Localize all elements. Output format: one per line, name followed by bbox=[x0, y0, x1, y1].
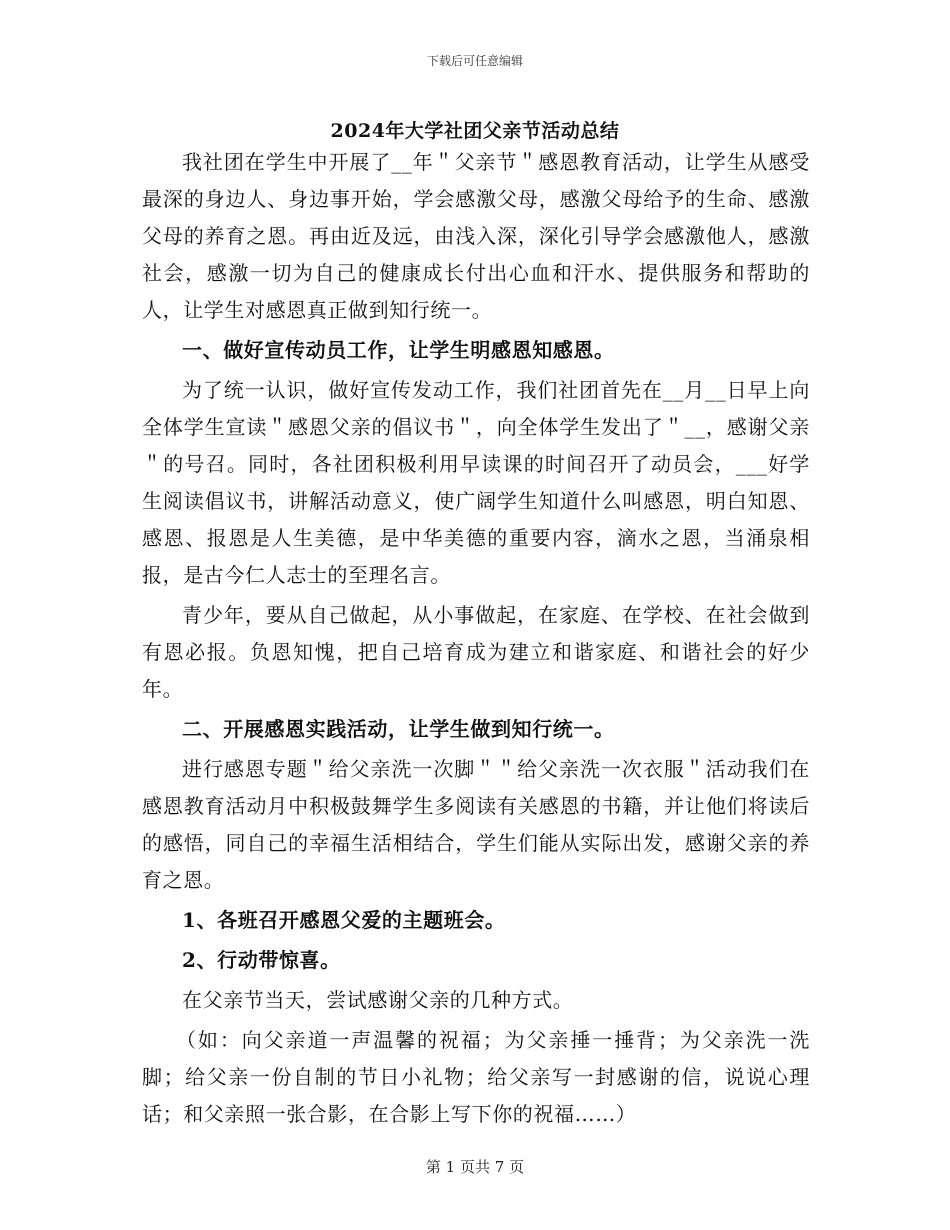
page-footer: 第 1 页共 7 页 bbox=[425, 1158, 525, 1176]
document-body bbox=[142, 144, 810, 1136]
list-item-heading-2: 2、行动带惊喜。 bbox=[182, 948, 341, 972]
examples-paragraph: （如：向父亲道一声温馨的祝福；为父亲捶一捶背；为父亲洗一洗脚；给父亲一份自制的节日小礼物；给父亲写一封感谢的信，说说心理话；和父亲照一张合影，在合影上写下你的祝福……） bbox=[142, 1028, 810, 1126]
list-item-heading-1: 1、各班召开感恩父爱的主题班会。 bbox=[182, 908, 506, 932]
body-paragraph: 在父亲节当天，尝试感谢父亲的几种方式。 bbox=[182, 988, 574, 1012]
body-paragraph: 进行感恩专题＂给父亲洗一次脚＂＂给父亲洗一次衣服＂活动我们在感恩教育活动月中积极鼓舞学生多阅读有关感恩的书籍，并让他们将读后的感悟，同自己的幸福生活相结合，学生们能从实际出发，感谢父亲的养育之恩。 bbox=[142, 757, 810, 892]
document-title: 2024年大学社团父亲节活动总结 bbox=[330, 120, 620, 142]
intro-paragraph: 我社团在学生中开展了__年＂父亲节＂感恩教育活动，让学生从感受最深的身边人、身边事开始，学会感激父母，感激父母给予的生命、感激父母的养育之恩。再由近及远，由浅入深，深化引导学会感激他人，感激社会，感激一切为自己的健康成长付出心血和汗水、提供服务和帮助的人，让学生对感恩真正做到知行统一。 bbox=[142, 150, 810, 322]
section-heading-2: 二、开展感恩实践活动，让学生做到知行统一。 bbox=[182, 717, 615, 741]
body-paragraph: 青少年，要从自己做起，从小事做起，在家庭、在学校、在社会做到有恩必报。负恩知愧，把自己培育成为建立和谐家庭、和谐社会的好少年。 bbox=[142, 603, 810, 701]
section-heading-1: 一、做好宣传动员工作，让学生明感恩知感恩。 bbox=[182, 338, 615, 362]
header-note: 下载后可任意编辑 bbox=[426, 54, 523, 68]
body-paragraph: 为了统一认识，做好宣传发动工作，我们社团首先在__月__日早上向全体学生宣读＂感恩父亲的倡议书＂，向全体学生发出了＂__，感谢父亲＂的号召。同时，各社团积极利用早读课的时间召开了动员会，___好学生阅读倡议书，讲解活动意义，使广阔学生知道什么叫感恩，明白知恩、感恩、报恩是人生美德，是中华美德的重要内容，滴水之恩，当涌泉相报，是古今仁人志士的至理名言。 bbox=[142, 378, 810, 587]
